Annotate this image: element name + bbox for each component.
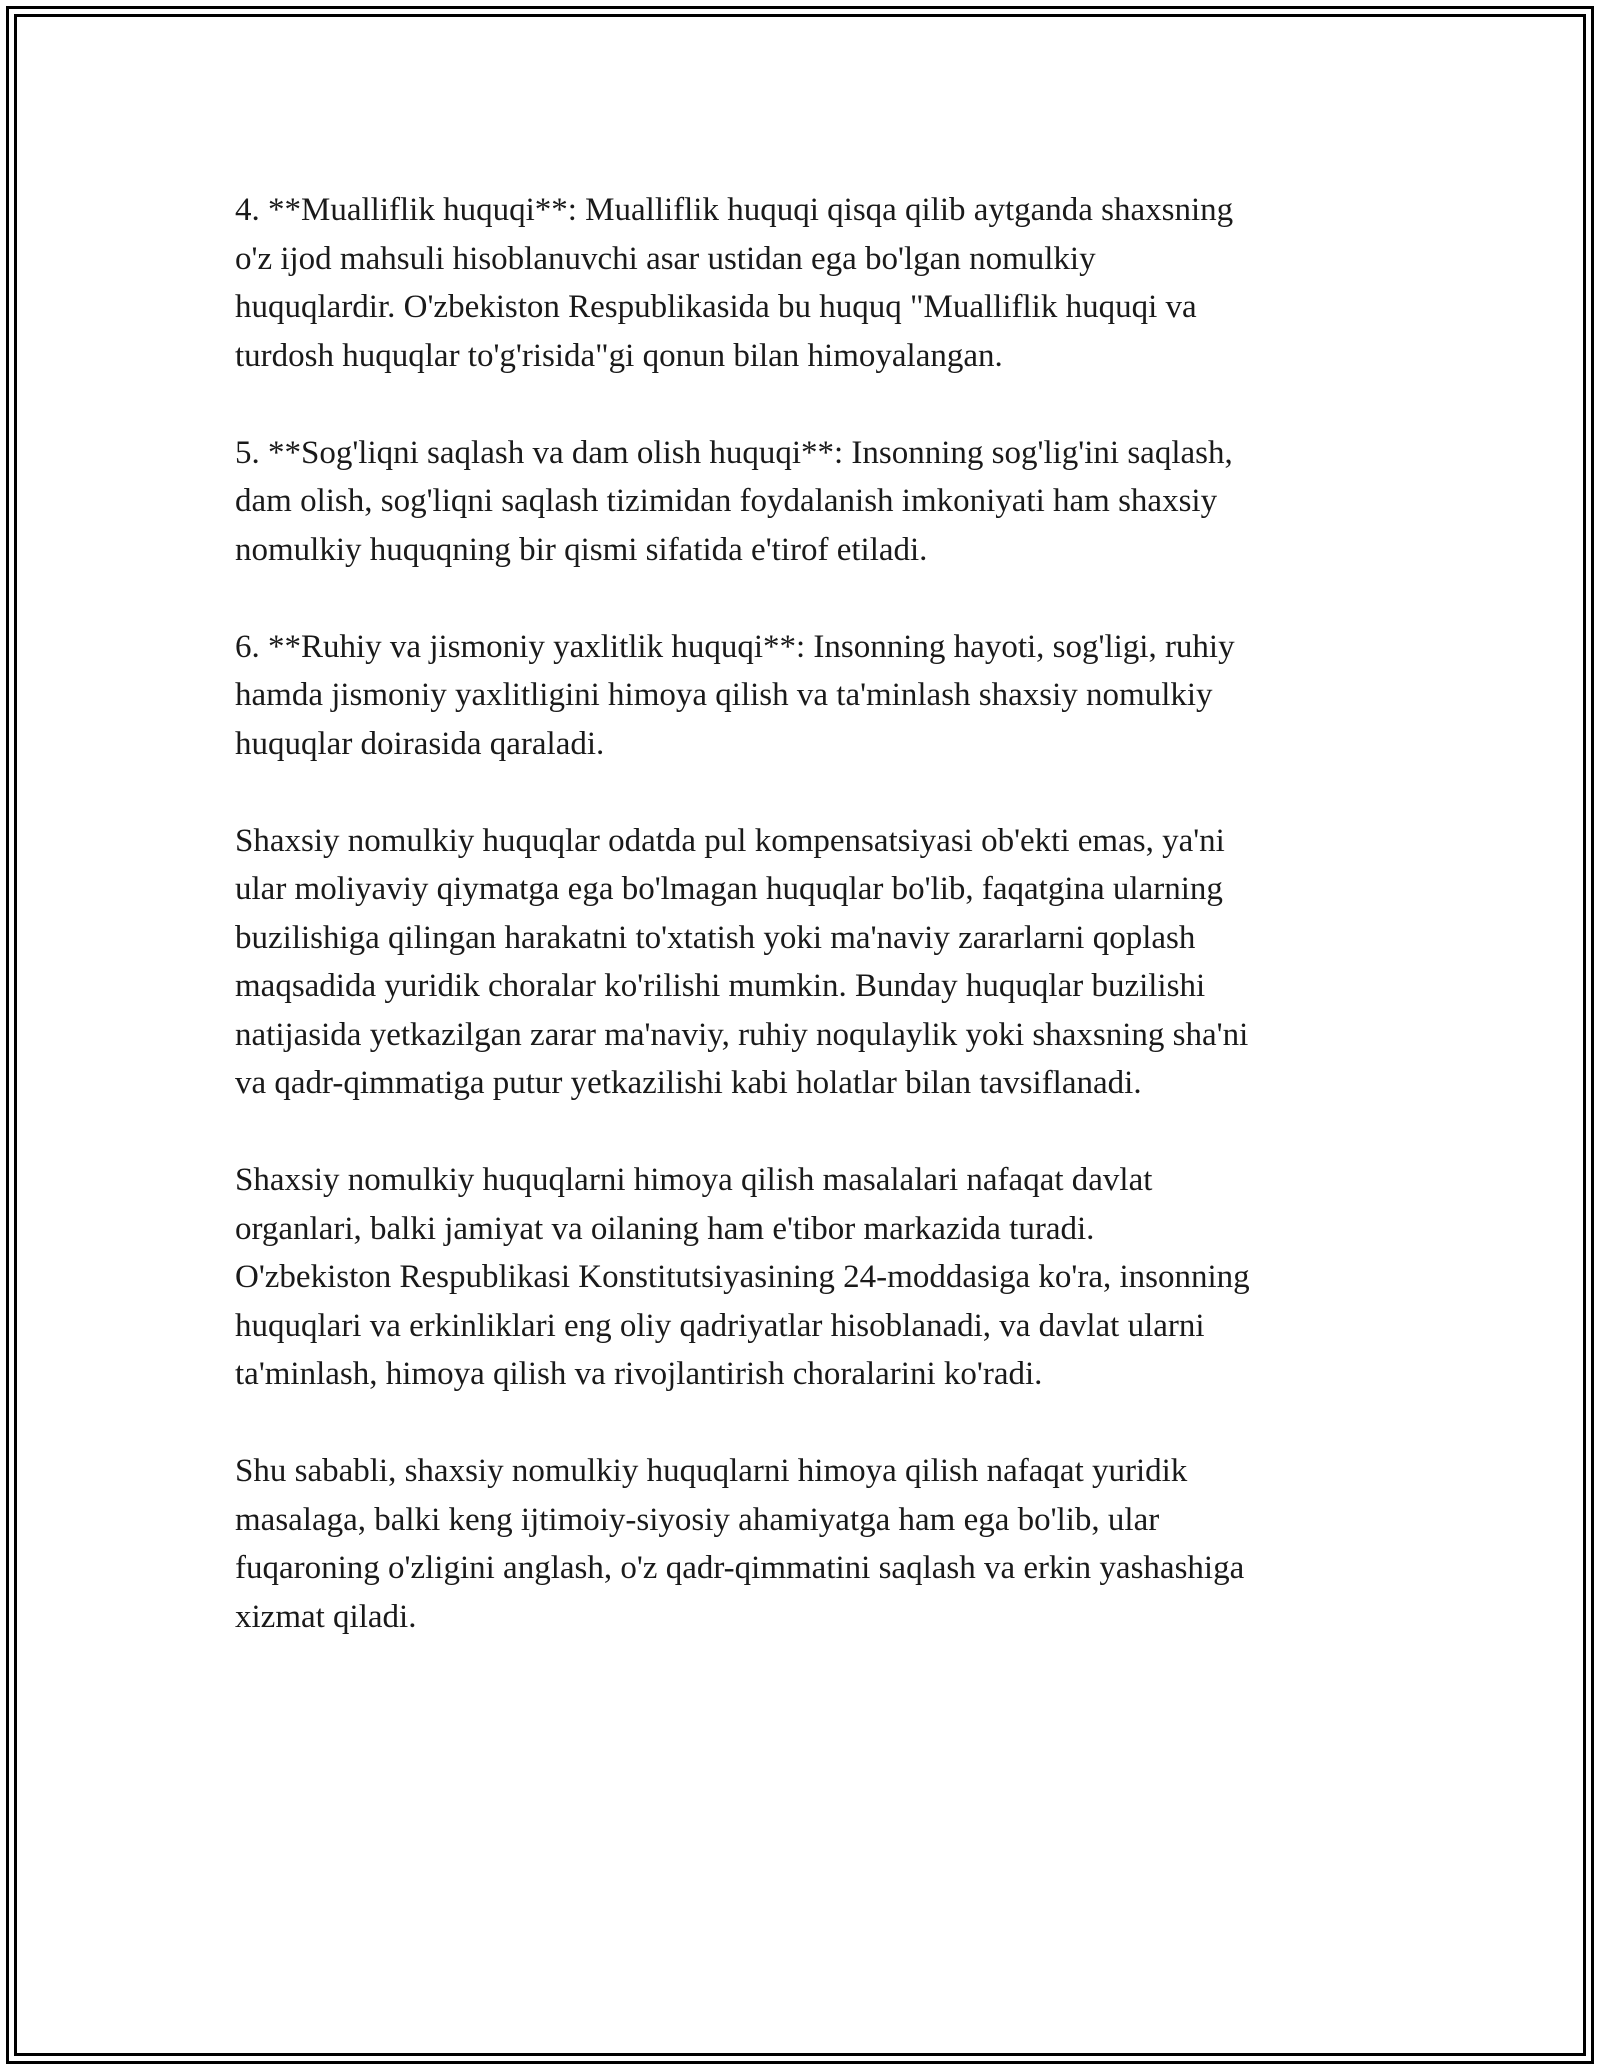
text-line: 4. **Mualliflik huquqi**: Mualliflik huquqi qisqa qilib aytganda shaxsning — [235, 192, 1234, 228]
text-line: nomulkiy huquqning bir qismi sifatida e'tirof etiladi. — [235, 531, 928, 568]
text-line: 6. **Ruhiy va jismoniy yaxlitlik huquqi**: Insonning hayoti, sog'ligi, ruhiy — [235, 628, 1235, 665]
text-line: turdosh huquqlar to'g'risida"gi qonun bilan himoyalangan. — [235, 337, 1003, 374]
paragraph-pul-kompensatsiyasi — [235, 817, 1370, 1108]
text-line: maqsadida yuridik choralar ko'rilishi mumkin. Bunday huquqlar buzilishi — [235, 968, 1206, 1004]
text-line: va qadr-qimmatiga putur yetkazilishi kabi holatlar bilan tavsiflanadi. — [235, 1065, 1142, 1101]
paragraph-himoya-masalalari — [235, 1156, 1370, 1399]
text-line: Shu sababli, shaxsiy nomulkiy huquqlarni himoya qilish nafaqat yuridik — [235, 1453, 1188, 1489]
document-body — [235, 186, 1370, 1690]
text-line: o'z ijod mahsuli hisoblanuvchi asar ustidan ega bo'lgan nomulkiy — [235, 240, 1096, 277]
text-line: Shaxsiy nomulkiy huquqlar odatda pul kompensatsiyasi ob'ekti emas, ya'ni — [235, 822, 1225, 859]
text-line: 5. **Sog'liqni saqlash va dam olish huquqi**: Insonning sog'lig'ini saqlash, — [235, 434, 1233, 471]
text-line: dam olish, sog'liqni saqlash tizimidan foydalanish imkoniyati ham shaxsiy — [235, 483, 1218, 519]
text-line: hamda jismoniy yaxlitligini himoya qilish va ta'minlash shaxsiy nomulkiy — [235, 677, 1213, 713]
paragraph-soglikni-saqlash — [235, 429, 1370, 575]
text-line: huquqlar doirasida qaraladi. — [235, 725, 605, 762]
text-line: ular moliyaviy qiymatga ega bo'lmagan huquqlar bo'lib, faqatgina ularning — [235, 871, 1223, 907]
text-line: buzilishiga qilingan harakatni to'xtatish yoki ma'naviy zararlarni qoplash — [235, 919, 1196, 956]
text-line: huquqlardir. O'zbekiston Respublikasida bu huquq "Mualliflik huquqi va — [235, 289, 1197, 325]
text-line: organlari, balki jamiyat va oilaning ham e'tibor markazida turadi. — [235, 1210, 1095, 1247]
text-line: natijasida yetkazilgan zarar ma'naviy, ruhiy noqulaylik yoki shaxsning sha'ni — [235, 1016, 1249, 1053]
paragraph-ruhiy-jismoniy-yaxlitlik — [235, 623, 1370, 769]
text-line: Shaxsiy nomulkiy huquqlarni himoya qilish masalalari nafaqat davlat — [235, 1162, 1153, 1198]
text-line: huquqlari va erkinliklari eng oliy qadriyatlar hisoblanadi, va davlat ularni — [235, 1307, 1205, 1344]
text-line: ta'minlash, himoya qilish va rivojlantirish choralarini ko'radi. — [235, 1356, 1043, 1392]
text-line: masalaga, balki keng ijtimoiy-siyosiy ahamiyatga ham ega bo'lib, ular — [235, 1501, 1160, 1538]
text-line: fuqaroning o'zligini anglash, o'z qadr-qimmatini saqlash va erkin yashashiga — [235, 1550, 1245, 1586]
text-line: O'zbekiston Respublikasi Konstitutsiyasining 24-moddasiga ko'ra, insonning — [235, 1259, 1250, 1295]
paragraph-mualliflik-huquqi — [235, 186, 1370, 380]
text-line: xizmat qiladi. — [235, 1598, 417, 1635]
paragraph-xulosa — [235, 1447, 1370, 1641]
